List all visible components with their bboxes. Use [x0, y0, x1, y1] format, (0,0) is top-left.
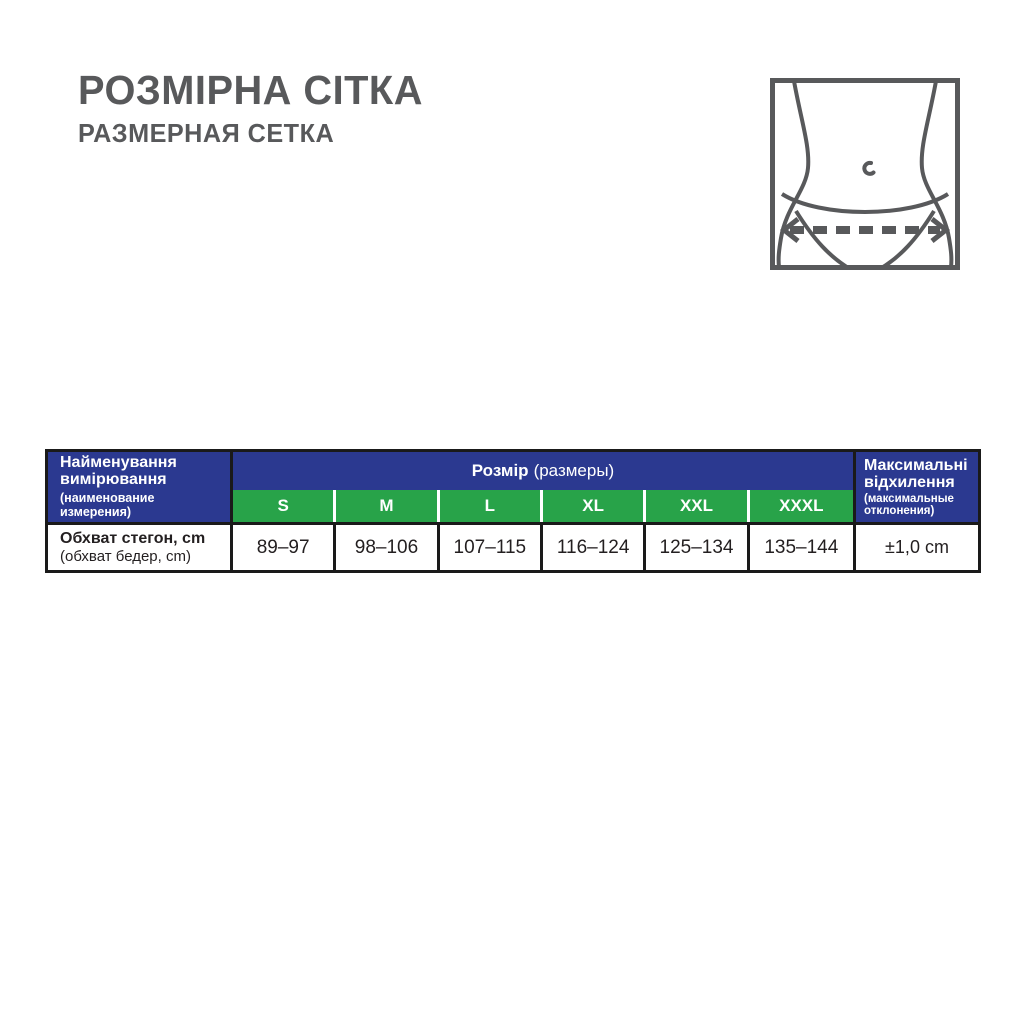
- deviation-sub-line2: отклонения): [864, 504, 935, 517]
- row-label-main: Обхват стегон, cm: [60, 530, 206, 547]
- row-label-hip-circumference: [48, 522, 233, 570]
- size-header-xxl: XXL: [646, 490, 749, 522]
- value-xl: 116–124: [543, 522, 646, 570]
- title-block: [78, 67, 434, 149]
- header-max-deviation: [853, 452, 978, 522]
- header-size-group: [233, 452, 853, 490]
- header-measurement-name: [48, 452, 233, 522]
- value-l: 107–115: [440, 522, 543, 570]
- measurement-name-line1: Найменування: [60, 453, 177, 471]
- value-m: 98–106: [336, 522, 439, 570]
- deviation-line2: відхилення: [864, 474, 955, 491]
- page-subtitle: РАЗМЕРНАЯ СЕТКА: [78, 118, 335, 148]
- row-label-sub: (обхват бедер, cm): [60, 548, 191, 565]
- size-group-main: Розмір: [471, 461, 529, 480]
- size-header-xxxl: XXXL: [750, 490, 853, 522]
- size-header-xl: XL: [543, 490, 646, 522]
- value-xxl: 125–134: [646, 522, 749, 570]
- page-title: РОЗМІРНА СІТКА: [78, 67, 423, 113]
- size-group-sub: (размеры): [533, 461, 615, 480]
- deviation-line1: Максимальні: [864, 457, 968, 474]
- measurement-name-line2: вимірювання: [60, 470, 167, 488]
- size-header-s: S: [233, 490, 336, 522]
- value-xxxl: 135–144: [750, 522, 853, 570]
- size-header-l: L: [440, 490, 543, 522]
- measurement-name-sub: (наименование измерения): [60, 490, 155, 519]
- deviation-sub-line1: (максимальные: [864, 493, 954, 505]
- size-header-m: M: [336, 490, 439, 522]
- hips-measurement-icon: [770, 78, 960, 270]
- value-s: 89–97: [233, 522, 336, 570]
- size-table: [45, 449, 981, 573]
- value-max-deviation: ±1,0 cm: [853, 522, 978, 570]
